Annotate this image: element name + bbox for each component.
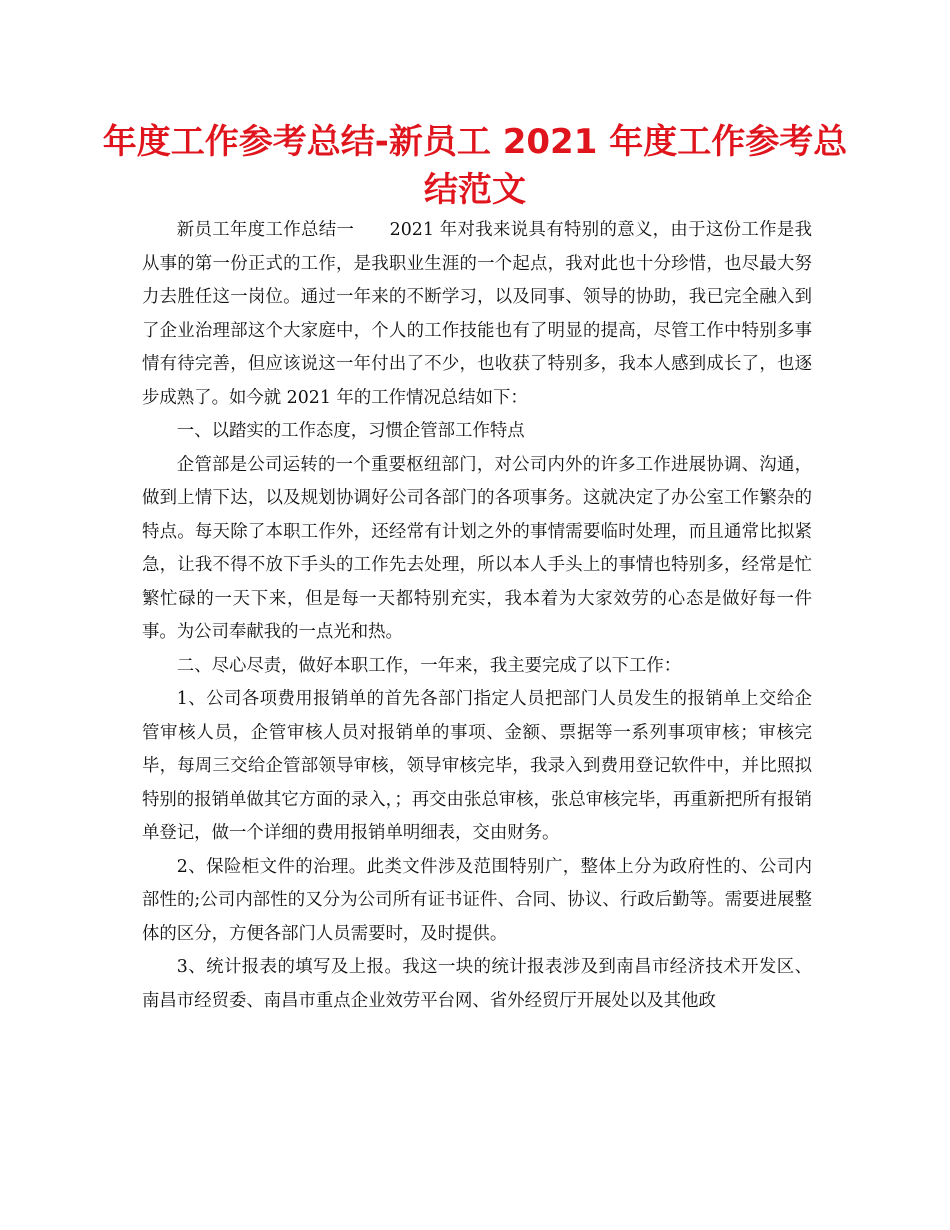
- paragraph-intro: 新员工年度工作总结一 2021 年对我来说具有特别的意义，由于这份工作是我从事的第一份正式的工作，是我职业生涯的一个起点，我对此也十分珍惜，也尽最大努力去胜任这一岗位。通过一年来的不断学习，以及同事、领导的协助，我已完全融入到了企业治理部这个大家庭中，个人的工作技能也有了明显的提高，尽管工作中特别多事情有待完善，但应该说这一年付出了不少，也收获了特别多，我本人感到成长了，也逐步成熟了。如今就 2021 年的工作情况总结如下：: [142, 220, 812, 408]
- paragraph-item-1: 1、公司各项费用报销单的首先各部门指定人员把部门人员发生的报销单上交给企管审核人员，企管审核人员对报销单的事项、金额、票据等一系列事项审核；审核完毕，每周三交给企管部领导审核，领导审核完毕，我录入到费用登记软件中，并比照拟特别的报销单做其它方面的录入，；再交由张总审核，张总审核完毕，再重新把所有报销单登记，做一个详细的费用报销单明细表，交由财务。: [142, 689, 812, 843]
- section-heading-1: 一、以踏实的工作态度，习惯企管部工作特点: [176, 421, 525, 441]
- document-title: 年度工作参考总结-新员工 2021 年度工作参考总结范文: [102, 122, 848, 210]
- paragraph-section-1: 企管部是公司运转的一个重要枢纽部门，对公司内外的许多工作进展协调、沟通，做到上情下达，以及规划协调好公司各部门的各项事务。这就决定了办公室工作繁杂的特点。每天除了本职工作外，还经常有计划之外的事情需要临时处理，而且通常比拟紧急，让我不得不放下手头的工作先去处理，所以本人手头上的事情也特别多，经常是忙繁忙碌的一天下来，但是每一天都特别充实，我本着为大家效劳的心态是做好每一件事。为公司奉献我的一点光和热。: [142, 454, 812, 642]
- document-body: [142, 214, 812, 1018]
- section-heading-2: 二、尽心尽责，做好本职工作，一年来，我主要完成了以下工作：: [176, 655, 682, 676]
- paragraph-item-3: 3、统计报表的填写及上报。我这一块的统计报表涉及到南昌市经济技术开发区、南昌市经贸委、南昌市重点企业效劳平台网、省外经贸厅开展处以及其他政: [142, 957, 812, 1011]
- paragraph-item-2: 2、保险柜文件的治理。此类文件涉及范围特别广，整体上分为政府性的、公司内部性的;公司内部性的又分为公司所有证书证件、合同、协议、行政后勤等。需要进展整体的区分，方便各部门人员需要时，及时提供。: [142, 856, 812, 944]
